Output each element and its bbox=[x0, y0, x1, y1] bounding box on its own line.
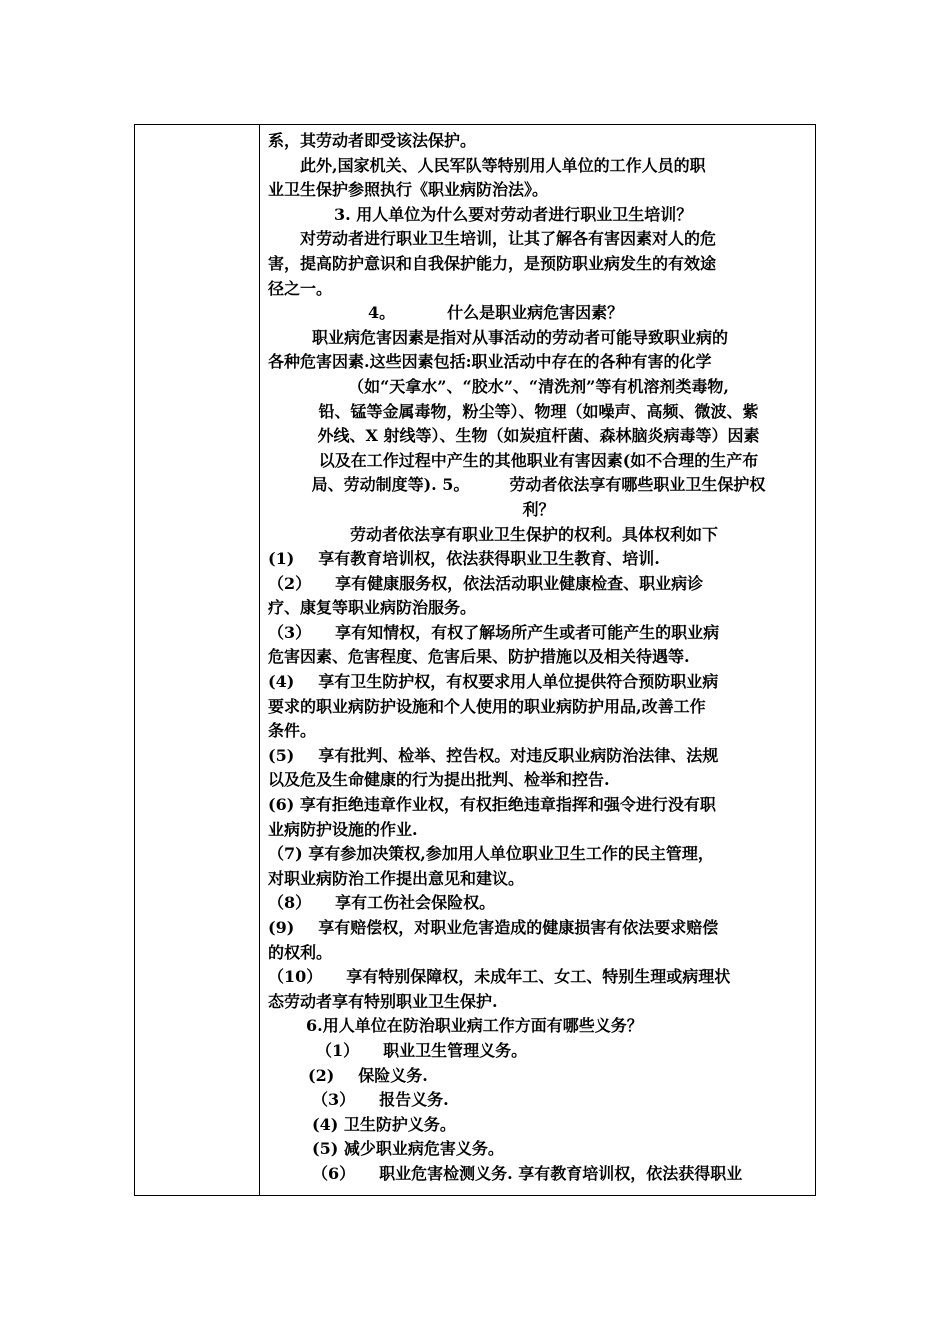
list-marker: (2) bbox=[308, 1065, 335, 1085]
list-item bbox=[268, 1088, 809, 1113]
list-item bbox=[268, 670, 809, 695]
list-item bbox=[268, 547, 809, 572]
text-line: 利？ bbox=[522, 499, 555, 519]
list-item bbox=[268, 1064, 809, 1089]
list-marker: (5) bbox=[268, 745, 295, 765]
list-marker: （8） bbox=[268, 893, 312, 913]
list-item-text: 享有工伤社会保险权。 bbox=[335, 893, 496, 913]
table-content-cell bbox=[268, 129, 809, 1187]
list-item bbox=[268, 1039, 809, 1064]
list-item: (5) 减少职业病危害义务。 bbox=[312, 1139, 504, 1159]
question-heading bbox=[268, 301, 809, 326]
text-line: 要求的职业病防护设施和个人使用的职业病防护用品,改善工作 bbox=[268, 696, 706, 716]
text-segment: 局、劳动制度等). 5。 bbox=[311, 475, 470, 495]
list-item: (6) 享有拒绝违章作业权，有权拒绝违章指挥和强令进行没有职 bbox=[268, 795, 716, 815]
text-line: 危害因素、危害程度、危害后果、防护措施以及相关待遇等. bbox=[268, 647, 690, 667]
text-line: 对劳动者进行职业卫生培训，让其了解各有害因素对人的危 bbox=[300, 229, 717, 249]
text-line: 职业病危害因素是指对从事活动的劳动者可能导致职业病的 bbox=[312, 327, 729, 347]
column-divider bbox=[259, 125, 260, 1195]
text-line: 外线、X 射线等）、生物（如炭疽杆菌、森林脑炎病毒等）因素 bbox=[317, 426, 760, 446]
list-marker: （6） bbox=[312, 1163, 356, 1183]
list-marker: （10） bbox=[268, 967, 323, 987]
list-marker: （1） bbox=[316, 1040, 360, 1060]
list-item-text: 享有特别保障权，未成年工、女工、特别生理或病理状 bbox=[346, 967, 731, 987]
text-line: 铅、锰等金属毒物，粉尘等）、物理（如噪声、高频、微波、紫 bbox=[318, 401, 759, 421]
list-marker: (9) bbox=[268, 918, 295, 937]
list-marker: (4) bbox=[268, 672, 295, 692]
question-text: 劳动者依法享有哪些职业卫生保护权 bbox=[509, 475, 766, 495]
text-line: 业病防护设施的作业. bbox=[268, 819, 418, 839]
list-item-text: 享有健康服务权，依法活动职业健康检查、职业病诊 bbox=[335, 573, 704, 593]
list-marker: (1) bbox=[268, 549, 295, 569]
text-line: 条件。 bbox=[268, 721, 317, 741]
list-marker: （2） bbox=[268, 573, 312, 593]
text-line: 各种危害因素.这些因素包括:职业活动中存在的各种有害的化学 bbox=[268, 352, 712, 372]
list-item bbox=[268, 916, 809, 941]
list-item-text: 享有教育培训权，依法获得职业卫生教育、培训. bbox=[318, 549, 660, 569]
document-table bbox=[134, 124, 816, 1196]
text-line: 的权利。 bbox=[268, 942, 333, 962]
list-item-text: 职业卫生管理义务。 bbox=[383, 1040, 528, 1060]
question-heading: 6.用人单位在防治职业病工作方面有哪些义务？ bbox=[306, 1016, 643, 1036]
list-item-text: 享有卫生防护权，有权要求用人单位提供符合预防职业病 bbox=[318, 672, 719, 692]
text-line: （如“天拿水”、“胶水”、“清洗剂”等有机溶剂类毒物, bbox=[348, 376, 729, 396]
text-line: 径之一。 bbox=[268, 278, 333, 298]
text-line: 以及危及生命健康的行为提出批判、检举和控告. bbox=[268, 770, 610, 790]
list-item bbox=[268, 744, 809, 769]
text-line bbox=[268, 473, 809, 498]
text-line: 系，其劳动者即受该法保护。 bbox=[268, 131, 477, 150]
list-item-text: 享有赔偿权，对职业危害造成的健康损害有依法要求赔偿 bbox=[318, 918, 719, 937]
list-item bbox=[268, 621, 809, 646]
question-number: 4。 bbox=[368, 303, 396, 323]
text-line: 以及在工作过程中产生的其他职业有害因素(如不合理的生产布 bbox=[318, 450, 759, 470]
text-line: 疗、康复等职业病防治服务。 bbox=[268, 598, 477, 618]
list-item-text: 享有批判、检举、控告权。对违反职业病防治法律、法规 bbox=[318, 745, 719, 765]
text-line: 对职业病防治工作提出意见和建议。 bbox=[268, 868, 525, 888]
list-item bbox=[268, 965, 809, 990]
list-item: （7) 享有参加决策权,参加用人单位职业卫生工作的民主管理， bbox=[268, 844, 714, 864]
text-line: 劳动者依法享有职业卫生保护的权利。具体权利如下 bbox=[350, 524, 719, 544]
list-item: (4) 卫生防护义务。 bbox=[312, 1114, 456, 1134]
question-text: 什么是职业病危害因素？ bbox=[447, 303, 624, 323]
list-item-text: 保险义务. bbox=[358, 1065, 428, 1085]
list-item bbox=[268, 1162, 809, 1187]
text-line: 态劳动者享有特别职业卫生保护. bbox=[268, 991, 498, 1011]
text-line: 害，提高防护意识和自我保护能力，是预防职业病发生的有效途 bbox=[268, 253, 717, 273]
text-line: 此外,国家机关、人民军队等特别用人单位的工作人员的职 bbox=[300, 155, 706, 175]
list-marker: （3） bbox=[268, 622, 312, 642]
question-heading: 3. 用人单位为什么要对劳动者进行职业卫生培训？ bbox=[334, 204, 693, 224]
text-line: 业卫生保护参照执行《职业病防治法》。 bbox=[268, 180, 549, 200]
list-item bbox=[268, 891, 809, 916]
list-item-text: 职业危害检测义务. 享有教育培训权，依法获得职业 bbox=[379, 1163, 743, 1183]
list-marker: （3） bbox=[312, 1090, 356, 1110]
list-item-text: 报告义务. bbox=[379, 1090, 449, 1110]
list-item-text: 享有知情权，有权了解场所产生或者可能产生的职业病 bbox=[335, 622, 720, 642]
list-item bbox=[268, 572, 809, 597]
